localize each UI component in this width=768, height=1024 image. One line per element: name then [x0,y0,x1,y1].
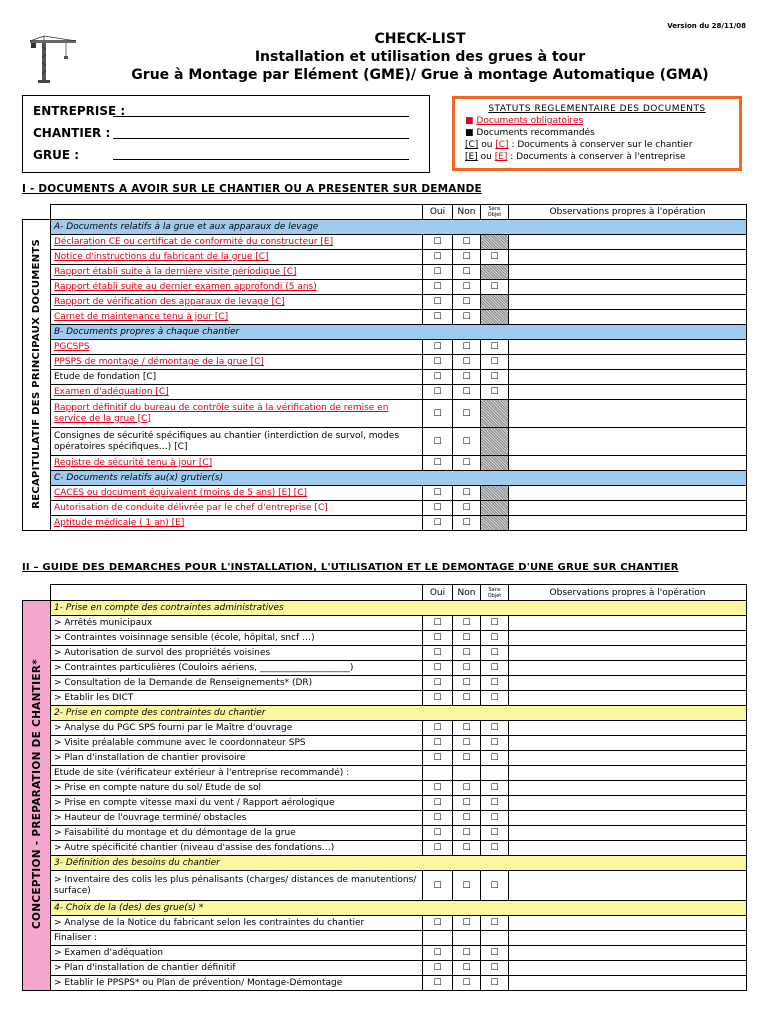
observations-cell[interactable] [509,676,747,691]
oui-checkbox[interactable]: ☐ [423,370,453,385]
observations-cell[interactable] [509,486,747,501]
category-b: B- Documents propres à chaque chantier [51,325,747,340]
observations-cell[interactable] [509,456,747,471]
table-row: PGCSPS ☐ ☐ ☐ [23,340,747,355]
oui-checkbox[interactable]: ☐ [423,781,453,796]
table-row: > Etablir les DICT ☐ ☐ ☐ [23,691,747,706]
non-checkbox[interactable]: ☐ [453,235,481,250]
observations-cell[interactable] [509,736,747,751]
statut-entreprise: [E] ou [E] : Documents à conserver à l'entreprise [465,152,686,162]
table-row: > Analyse du PGC SPS fourni par le Maître d'ouvrage ☐ ☐ ☐ [23,721,747,736]
category-a: A- Documents relatifs à la grue et aux apparaux de levage [51,220,747,235]
sans-objet-checkbox[interactable]: ☐ [481,646,509,661]
table-row: > Autre spécificité chantier (niveau d'assise des fondations…) ☐ ☐ ☐ [23,841,747,856]
sans-objet-checkbox[interactable]: ☐ [481,751,509,766]
sans-objet-checkbox[interactable]: ☐ [481,340,509,355]
oui-checkbox[interactable]: ☐ [423,631,453,646]
observations-cell[interactable] [509,841,747,856]
table-row: > Etablir le PPSPS* ou Plan de prévention/ Montage-Démontage ☐ ☐ ☐ [23,976,747,991]
observations-cell[interactable] [509,721,747,736]
observations-cell[interactable] [509,781,747,796]
table-row: Rapport établi suite à la dernière visite périodique [C] ☐ ☐ [23,265,747,280]
table-row: > Faisabilité du montage et du démontage de la grue ☐ ☐ ☐ [23,826,747,841]
non-checkbox[interactable]: ☐ [453,796,481,811]
table-row: Notice d'instructions du fabricant de la grue [C] ☐ ☐ ☐ [23,250,747,265]
non-checkbox[interactable]: ☐ [453,811,481,826]
oui-checkbox[interactable]: ☐ [423,400,453,428]
non-checkbox[interactable]: ☐ [453,721,481,736]
statuts-box: STATUTS REGLEMENTAIRE DES DOCUMENTS ■ Documents obligatoires ■ Documents recommandés [C] ou [C] : Documents à conserver sur le chantier [E] ou [E] : Documents à conserver à l'entreprise [452,96,742,171]
section2-title: II – GUIDE DES DEMARCHES POUR L'INSTALLATION, L'UTILISATION ET LE DEMONTAGE D'UNE GRUE SUR CHANTIER [22,562,679,573]
non-checkbox[interactable]: ☐ [453,976,481,991]
header-observations: Observations propres à l'opération [509,585,747,601]
observations-cell[interactable] [509,931,747,946]
oui-checkbox[interactable]: ☐ [423,661,453,676]
non-checkbox[interactable]: ☐ [453,265,481,280]
sans-objet-checkbox[interactable]: ☐ [481,280,509,295]
oui-checkbox[interactable]: ☐ [423,501,453,516]
sans-objet-checkbox[interactable]: ☐ [481,691,509,706]
table-row: > Autorisation de survol des propriétés voisines ☐ ☐ ☐ [23,646,747,661]
observations-cell[interactable] [509,871,747,901]
observations-cell[interactable] [509,631,747,646]
observations-cell[interactable] [509,355,747,370]
category-2: 2- Prise en compte des contraintes du chantier [51,706,747,721]
page-subtitle-2: Grue à Montage par Elément (GME)/ Grue à montage Automatique (GMA) [131,67,709,83]
header-oui: Oui [423,205,453,220]
table-row: Examen d'adéquation [C] ☐ ☐ ☐ [23,385,747,400]
version-label: Version du 28/11/08 [667,22,746,30]
non-checkbox[interactable]: ☐ [453,428,481,456]
page-title: CHECK-LIST [374,31,466,47]
category-4: 4- Choix de la (des) des grue(s) * [51,901,747,916]
table-row: > Examen d'adéquation ☐ ☐ ☐ [23,946,747,961]
table-row: Rapport de vérification des apparaux de levage [C] ☐ ☐ [23,295,747,310]
header-non: Non [453,585,481,601]
table-row: > Prise en compte vitesse maxi du vent / Rapport aérologique ☐ ☐ ☐ [23,796,747,811]
observations-cell[interactable] [509,826,747,841]
oui-checkbox[interactable]: ☐ [423,486,453,501]
entreprise-field[interactable] [113,116,409,117]
table-row: Consignes de sécurité spécifiques au chantier (interdiction de survol, modes opératoires spécifiques…) [C] ☐ ☐ [23,428,747,456]
non-checkbox[interactable]: ☐ [453,370,481,385]
oui-checkbox[interactable]: ☐ [423,691,453,706]
header-observations: Observations propres à l'opération [509,205,747,220]
table-row: > Hauteur de l'ouvrage terminé/ obstacles ☐ ☐ ☐ [23,811,747,826]
non-checkbox[interactable]: ☐ [453,661,481,676]
non-checkbox[interactable]: ☐ [453,751,481,766]
sans-objet-checkbox[interactable]: ☐ [481,841,509,856]
non-checkbox[interactable]: ☐ [453,841,481,856]
category-1: 1- Prise en compte des contraintes administratives [51,601,747,616]
non-checkbox[interactable]: ☐ [453,250,481,265]
sans-objet-checkbox[interactable]: ☐ [481,796,509,811]
observations-cell[interactable] [509,766,747,781]
non-checkbox[interactable]: ☐ [453,646,481,661]
non-checkbox[interactable]: ☐ [453,616,481,631]
table-row: Aptitude médicale ( 1 an) [E] ☐ ☐ [23,516,747,531]
oui-checkbox[interactable]: ☐ [423,250,453,265]
observations-cell[interactable] [509,340,747,355]
oui-checkbox[interactable]: ☐ [423,961,453,976]
oui-checkbox[interactable]: ☐ [423,646,453,661]
header-non: Non [453,205,481,220]
observations-cell[interactable] [509,310,747,325]
non-checkbox[interactable]: ☐ [453,385,481,400]
crane-icon [28,34,78,84]
non-checkbox[interactable]: ☐ [453,736,481,751]
non-checkbox[interactable]: ☐ [453,310,481,325]
observations-cell[interactable] [509,976,747,991]
table-row: Etude de site (vérificateur extérieur à l'entreprise recommandé) : [23,766,747,781]
table-row: Déclaration CE ou certificat de conformité du constructeur [E] ☐ ☐ [23,235,747,250]
page-subtitle: Installation et utilisation des grues à tour [254,49,586,65]
oui-checkbox[interactable]: ☐ [423,676,453,691]
non-checkbox[interactable]: ☐ [453,871,481,901]
observations-cell[interactable] [509,751,747,766]
table-row: Carnet de maintenance tenu à jour [C] ☐ ☐ [23,310,747,325]
sans-objet-checkbox[interactable]: ☐ [481,826,509,841]
oui-checkbox[interactable]: ☐ [423,385,453,400]
sans-objet-checkbox[interactable]: ☐ [481,916,509,931]
oui-checkbox[interactable]: ☐ [423,235,453,250]
section1-title: I - DOCUMENTS A AVOIR SUR LE CHANTIER OU A PRESENTER SUR DEMANDE [22,183,482,195]
oui-checkbox[interactable]: ☐ [423,811,453,826]
observations-cell[interactable] [509,646,747,661]
table-row: > Visite préalable commune avec le coordonnateur SPS ☐ ☐ ☐ [23,736,747,751]
observations-cell[interactable] [509,691,747,706]
non-checkbox[interactable]: ☐ [453,280,481,295]
non-checkbox[interactable]: ☐ [453,631,481,646]
sans-objet-checkbox[interactable]: ☐ [481,676,509,691]
oui-checkbox[interactable]: ☐ [423,916,453,931]
statut-recommandes: Documents recommandés [476,128,595,138]
sans-objet-checkbox[interactable]: ☐ [481,661,509,676]
non-checkbox[interactable]: ☐ [453,501,481,516]
table-row: Finaliser : [23,931,747,946]
section1-side-label: RECAPITULATIF DES PRINCIPAUX DOCUMENTS [23,220,51,531]
table-row: > Contraintes particulières (Couloirs aériens, ____________________) ☐ ☐ ☐ [23,661,747,676]
table-row: CACES ou document équivalent (moins de 5 ans) [E] [C] ☐ ☐ [23,486,747,501]
oui-checkbox[interactable]: ☐ [423,355,453,370]
oui-checkbox[interactable]: ☐ [423,456,453,471]
sans-objet-checkbox[interactable]: ☐ [481,736,509,751]
oui-checkbox[interactable]: ☐ [423,736,453,751]
observations-cell[interactable] [509,811,747,826]
table-row: > Analyse de la Notice du fabricant selon les contraintes du chantier ☐ ☐ ☐ [23,916,747,931]
table-row: Rapport définitif du bureau de contrôle suite à la vérification de remise en service de la grue [C] ☐ ☐ [23,400,747,428]
observations-cell[interactable] [509,616,747,631]
non-checkbox[interactable]: ☐ [453,355,481,370]
statut-obligatoires: Documents obligatoires [476,116,584,126]
observations-cell[interactable] [509,265,747,280]
statuts-title: STATUTS REGLEMENTAIRE DES DOCUMENTS [488,104,706,114]
identification-box [22,95,430,173]
oui-checkbox[interactable]: ☐ [423,751,453,766]
sans-objet-checkbox[interactable]: ☐ [481,946,509,961]
table-row: > Contraintes voisinnage sensible (école, hôpital, sncf …) ☐ ☐ ☐ [23,631,747,646]
oui-checkbox[interactable]: ☐ [423,826,453,841]
table-row: Autorisation de conduite délivrée par le chef d'entreprise [C] ☐ ☐ [23,501,747,516]
non-checkbox[interactable]: ☐ [453,691,481,706]
table-row: > Arrêtés municipaux ☐ ☐ ☐ [23,616,747,631]
observations-cell[interactable] [509,250,747,265]
table-row: > Plan d'installation de chantier définitif ☐ ☐ ☐ [23,961,747,976]
oui-checkbox[interactable]: ☐ [423,946,453,961]
observations-cell[interactable] [509,235,747,250]
entreprise-label: ENTREPRISE : [33,104,126,118]
observations-cell[interactable] [509,961,747,976]
oui-checkbox[interactable]: ☐ [423,871,453,901]
oui-checkbox[interactable]: ☐ [423,295,453,310]
non-checkbox[interactable]: ☐ [453,676,481,691]
table-row: Rapport établi suite au dernier examen approfondi (5 ans) ☐ ☐ ☐ [23,280,747,295]
observations-cell[interactable] [509,428,747,456]
observations-cell[interactable] [509,516,747,531]
section2-table [22,584,747,991]
oui-checkbox[interactable]: ☐ [423,616,453,631]
oui-checkbox[interactable]: ☐ [423,310,453,325]
oui-checkbox[interactable]: ☐ [423,721,453,736]
section1-table [22,204,747,531]
non-checkbox[interactable]: ☐ [453,400,481,428]
observations-cell[interactable] [509,946,747,961]
sans-objet-checkbox[interactable]: ☐ [481,355,509,370]
sans-objet-checkbox[interactable]: ☐ [481,976,509,991]
observations-cell[interactable] [509,385,747,400]
observations-cell[interactable] [509,661,747,676]
oui-checkbox[interactable]: ☐ [423,428,453,456]
oui-checkbox[interactable]: ☐ [423,796,453,811]
non-checkbox[interactable]: ☐ [453,946,481,961]
section2-side-label: CONCEPTION - PREPARATION DE CHANTIER* [23,601,51,991]
observations-cell[interactable] [509,400,747,428]
sans-objet-checkbox[interactable]: ☐ [481,616,509,631]
table-row: PPSPS de montage / démontage de la grue [C] ☐ ☐ ☐ [23,355,747,370]
table-row: Etude de fondation [C] ☐ ☐ ☐ [23,370,747,385]
observations-cell[interactable] [509,295,747,310]
non-checkbox[interactable]: ☐ [453,340,481,355]
table-row: Registre de sécurité tenu à jour [C] ☐ ☐ [23,456,747,471]
non-checkbox[interactable]: ☐ [453,486,481,501]
table-row: > Consultation de la Demande de Renseignements* (DR) ☐ ☐ ☐ [23,676,747,691]
sans-objet-checkbox[interactable]: ☐ [481,961,509,976]
observations-cell[interactable] [509,796,747,811]
observations-cell[interactable] [509,501,747,516]
sans-objet-checkbox[interactable]: ☐ [481,721,509,736]
oui-checkbox[interactable]: ☐ [423,265,453,280]
table-row: > Prise en compte nature du sol/ Etude de sol ☐ ☐ ☐ [23,781,747,796]
observations-cell[interactable] [509,916,747,931]
category-c: C- Documents relatifs au(x) grutier(s) [51,471,747,486]
oui-checkbox[interactable]: ☐ [423,976,453,991]
non-checkbox[interactable]: ☐ [453,456,481,471]
sans-objet-checkbox[interactable]: ☐ [481,811,509,826]
oui-checkbox[interactable]: ☐ [423,340,453,355]
chantier-label: CHANTIER : [33,126,111,140]
non-checkbox[interactable]: ☐ [453,961,481,976]
header-sans-objet: Sans Objet [481,585,509,601]
sans-objet-checkbox[interactable]: ☐ [481,871,509,901]
non-checkbox[interactable]: ☐ [453,916,481,931]
non-checkbox[interactable]: ☐ [453,781,481,796]
header-oui: Oui [423,585,453,601]
sans-objet-checkbox[interactable]: ☐ [481,250,509,265]
observations-cell[interactable] [509,370,747,385]
oui-checkbox[interactable]: ☐ [423,280,453,295]
table-row: > Plan d'installation de chantier provisoire ☐ ☐ ☐ [23,751,747,766]
observations-cell[interactable] [509,280,747,295]
non-checkbox[interactable]: ☐ [453,516,481,531]
oui-checkbox[interactable]: ☐ [423,516,453,531]
statut-chantier: [C] ou [C] : Documents à conserver sur le chantier [465,140,693,150]
header-sans-objet: Sans Objet [481,205,509,220]
sans-objet-checkbox[interactable]: ☐ [481,781,509,796]
grue-field[interactable] [113,159,409,160]
oui-checkbox[interactable]: ☐ [423,841,453,856]
non-checkbox[interactable]: ☐ [453,826,481,841]
table-row: > Inventaire des colis les plus pénalisants (charges/ distances de manutentions/ surface) ☐ ☐ ☐ [23,871,747,901]
non-checkbox[interactable]: ☐ [453,295,481,310]
grue-label: GRUE : [33,148,80,162]
sans-objet-checkbox[interactable]: ☐ [481,385,509,400]
sans-objet-checkbox[interactable]: ☐ [481,370,509,385]
chantier-field[interactable] [113,138,409,139]
sans-objet-checkbox[interactable]: ☐ [481,631,509,646]
category-3: 3- Définition des besoins du chantier [51,856,747,871]
